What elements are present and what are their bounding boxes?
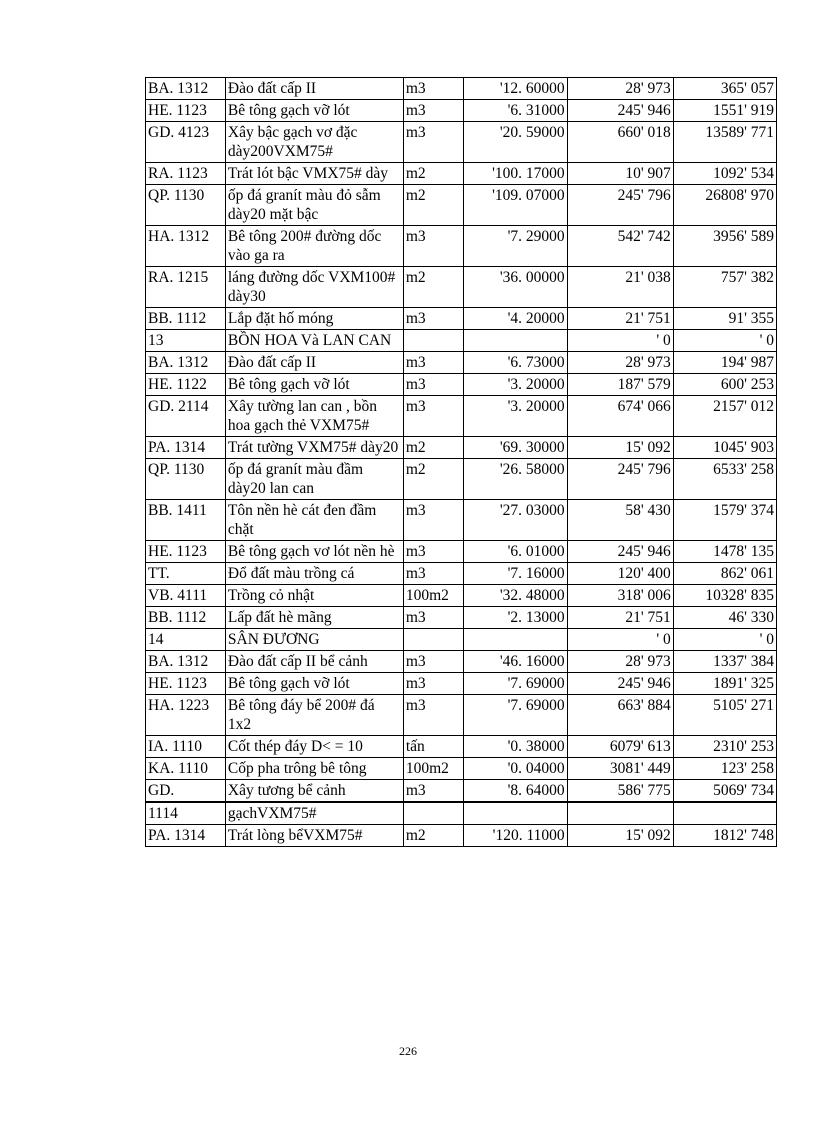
quantity-cell: '6. 01000 <box>463 541 567 563</box>
unit-cell: m3 <box>403 541 463 563</box>
description-cell: Đào đất cấp II <box>225 352 403 374</box>
unit-price-cell: 245' 796 <box>567 185 673 226</box>
amount-cell: 3956' 589 <box>673 226 776 267</box>
amount-cell: 26808' 970 <box>673 185 776 226</box>
amount-cell: 194' 987 <box>673 352 776 374</box>
quantity-cell: '3. 20000 <box>463 374 567 396</box>
unit-cell: m2 <box>403 267 463 308</box>
unit-price-cell: 674' 066 <box>567 396 673 437</box>
table-row <box>146 163 777 185</box>
amount-cell: 1337' 384 <box>673 651 776 673</box>
quantity-cell: '7. 29000 <box>463 226 567 267</box>
amount-cell: 1092' 534 <box>673 163 776 185</box>
quantity-cell: '2. 13000 <box>463 607 567 629</box>
unit-price-cell: 542' 742 <box>567 226 673 267</box>
amount-cell: 1478' 135 <box>673 541 776 563</box>
unit-price-cell: 21' 751 <box>567 308 673 330</box>
amount-cell: 46' 330 <box>673 607 776 629</box>
unit-cell <box>403 629 463 651</box>
unit-price-cell: ' 0 <box>567 330 673 352</box>
amount-cell: 6533' 258 <box>673 459 776 500</box>
table-row <box>146 541 777 563</box>
unit-price-cell: 58' 430 <box>567 500 673 541</box>
amount-cell: 1891' 325 <box>673 673 776 695</box>
estimate-table-body <box>146 78 777 847</box>
unit-price-cell: 15' 092 <box>567 825 673 847</box>
table-row <box>146 802 777 825</box>
quantity-cell: '4. 20000 <box>463 308 567 330</box>
description-cell: Bê tông gạch vỡ lót <box>225 100 403 122</box>
table-row <box>146 352 777 374</box>
item-code-cell: BB. 1411 <box>146 500 226 541</box>
item-code-cell: BA. 1312 <box>146 352 226 374</box>
unit-cell: m3 <box>403 563 463 585</box>
item-code-cell: BA. 1312 <box>146 651 226 673</box>
quantity-cell: '27. 03000 <box>463 500 567 541</box>
unit-cell: m2 <box>403 163 463 185</box>
table-row <box>146 396 777 437</box>
unit-cell: m2 <box>403 185 463 226</box>
item-code-cell: RA. 1123 <box>146 163 226 185</box>
quantity-cell: '32. 48000 <box>463 585 567 607</box>
unit-price-cell: 120' 400 <box>567 563 673 585</box>
table-row <box>146 330 777 352</box>
description-cell: Cốt thép đáy D< = 10 <box>225 736 403 758</box>
unit-price-cell: 3081' 449 <box>567 758 673 780</box>
unit-cell: m3 <box>403 607 463 629</box>
quantity-cell: '36. 00000 <box>463 267 567 308</box>
unit-cell: m3 <box>403 374 463 396</box>
description-cell: Trồng cỏ nhật <box>225 585 403 607</box>
description-cell: Đào đất cấp II <box>225 78 403 100</box>
unit-price-cell: 6079' 613 <box>567 736 673 758</box>
item-code-cell: HA. 1312 <box>146 226 226 267</box>
amount-cell: ' 0 <box>673 330 776 352</box>
unit-cell: tấn <box>403 736 463 758</box>
item-code-cell: 13 <box>146 330 226 352</box>
table-row <box>146 100 777 122</box>
table-row <box>146 673 777 695</box>
unit-cell: m2 <box>403 437 463 459</box>
table-row <box>146 308 777 330</box>
amount-cell: 757' 382 <box>673 267 776 308</box>
description-cell: Xây tương bể cảnh <box>225 780 403 803</box>
amount-cell: 1551' 919 <box>673 100 776 122</box>
quantity-cell: '6. 73000 <box>463 352 567 374</box>
unit-cell: m3 <box>403 352 463 374</box>
unit-price-cell: 15' 092 <box>567 437 673 459</box>
item-code-cell: 14 <box>146 629 226 651</box>
item-code-cell: GD. 4123 <box>146 122 226 163</box>
amount-cell: 91' 355 <box>673 308 776 330</box>
description-cell: Bê tông đáy bể 200# đá 1x2 <box>225 695 403 736</box>
unit-price-cell: 660' 018 <box>567 122 673 163</box>
item-code-cell: GD. <box>146 780 226 803</box>
table-row <box>146 563 777 585</box>
estimate-table <box>145 77 777 847</box>
quantity-cell: '12. 60000 <box>463 78 567 100</box>
unit-cell: 100m2 <box>403 758 463 780</box>
table-row <box>146 185 777 226</box>
quantity-cell: '0. 04000 <box>463 758 567 780</box>
item-code-cell: QP. 1130 <box>146 459 226 500</box>
unit-cell: m3 <box>403 226 463 267</box>
item-code-cell: GD. 2114 <box>146 396 226 437</box>
unit-price-cell: 28' 973 <box>567 352 673 374</box>
table-row <box>146 695 777 736</box>
description-cell: SÂN ĐƯƠNG <box>225 629 403 651</box>
quantity-cell: '8. 64000 <box>463 780 567 803</box>
unit-cell: m3 <box>403 308 463 330</box>
amount-cell: 10328' 835 <box>673 585 776 607</box>
table-row <box>146 374 777 396</box>
item-code-cell: PA. 1314 <box>146 437 226 459</box>
table-row <box>146 651 777 673</box>
quantity-cell: '3. 20000 <box>463 396 567 437</box>
unit-cell: m3 <box>403 122 463 163</box>
description-cell: Xây tường lan can , bồn hoa gạch thẻ VXM75# <box>225 396 403 437</box>
unit-price-cell: 663' 884 <box>567 695 673 736</box>
amount-cell: 862' 061 <box>673 563 776 585</box>
unit-cell: m3 <box>403 100 463 122</box>
description-cell: Bê tông 200# đường dốc vào ga ra <box>225 226 403 267</box>
unit-cell: m3 <box>403 695 463 736</box>
item-code-cell: IA. 1110 <box>146 736 226 758</box>
description-cell: Trát lòng bểVXM75# <box>225 825 403 847</box>
quantity-cell <box>463 330 567 352</box>
item-code-cell: BB. 1112 <box>146 308 226 330</box>
amount-cell: ' 0 <box>673 629 776 651</box>
quantity-cell <box>463 629 567 651</box>
item-code-cell: TT. <box>146 563 226 585</box>
description-cell: Đào đất cấp II bể cảnh <box>225 651 403 673</box>
amount-cell: 1579' 374 <box>673 500 776 541</box>
item-code-cell: BB. 1112 <box>146 607 226 629</box>
quantity-cell: '7. 69000 <box>463 695 567 736</box>
table-row <box>146 758 777 780</box>
unit-price-cell: 245' 796 <box>567 459 673 500</box>
amount-cell: 5069' 734 <box>673 780 776 803</box>
table-row <box>146 500 777 541</box>
table-row <box>146 825 777 847</box>
quantity-cell: '120. 11000 <box>463 825 567 847</box>
quantity-cell: '0. 38000 <box>463 736 567 758</box>
item-code-cell: HE. 1123 <box>146 100 226 122</box>
quantity-cell: '69. 30000 <box>463 437 567 459</box>
item-code-cell: RA. 1215 <box>146 267 226 308</box>
description-cell: Trát tường VXM75# dày20 <box>225 437 403 459</box>
unit-price-cell: ' 0 <box>567 629 673 651</box>
unit-price-cell: 28' 973 <box>567 78 673 100</box>
description-cell: gạchVXM75# <box>225 802 403 825</box>
unit-price-cell: 187' 579 <box>567 374 673 396</box>
table-row <box>146 585 777 607</box>
unit-cell: m3 <box>403 651 463 673</box>
amount-cell: 1045' 903 <box>673 437 776 459</box>
unit-price-cell: 28' 973 <box>567 651 673 673</box>
item-code-cell: HE. 1122 <box>146 374 226 396</box>
description-cell: Bê tông gạch vơ lót nền hè <box>225 541 403 563</box>
quantity-cell: '6. 31000 <box>463 100 567 122</box>
table-row <box>146 780 777 803</box>
unit-cell <box>403 330 463 352</box>
description-cell: Bê tông gạch vỡ lót <box>225 374 403 396</box>
table-row <box>146 459 777 500</box>
amount-cell: 1812' 748 <box>673 825 776 847</box>
table-row <box>146 122 777 163</box>
quantity-cell: '26. 58000 <box>463 459 567 500</box>
amount-cell: 600' 253 <box>673 374 776 396</box>
description-cell: ốp đá granít màu đỏ sẫm dày20 mặt bậc <box>225 185 403 226</box>
unit-price-cell: 10' 907 <box>567 163 673 185</box>
table-row <box>146 437 777 459</box>
quantity-cell: '7. 16000 <box>463 563 567 585</box>
amount-cell: 5105' 271 <box>673 695 776 736</box>
unit-cell: 100m2 <box>403 585 463 607</box>
unit-price-cell: 245' 946 <box>567 100 673 122</box>
item-code-cell: VB. 4111 <box>146 585 226 607</box>
unit-cell: m3 <box>403 780 463 803</box>
description-cell: Lấp đất hè mãng <box>225 607 403 629</box>
table-row <box>146 226 777 267</box>
item-code-cell: BA. 1312 <box>146 78 226 100</box>
amount-cell: 13589' 771 <box>673 122 776 163</box>
description-cell: BỒN HOA Và LAN CAN <box>225 330 403 352</box>
unit-price-cell <box>567 802 673 825</box>
item-code-cell: KA. 1110 <box>146 758 226 780</box>
table-row <box>146 267 777 308</box>
description-cell: láng đường dốc VXM100# dày30 <box>225 267 403 308</box>
unit-price-cell: 21' 038 <box>567 267 673 308</box>
table-row <box>146 736 777 758</box>
quantity-cell <box>463 802 567 825</box>
unit-cell: m2 <box>403 459 463 500</box>
quantity-cell: '109. 07000 <box>463 185 567 226</box>
description-cell: Đổ đất màu trồng cá <box>225 563 403 585</box>
description-cell: Lắp đặt hố móng <box>225 308 403 330</box>
description-cell: Xây bậc gạch vơ đặc dày200VXM75# <box>225 122 403 163</box>
quantity-cell: '20. 59000 <box>463 122 567 163</box>
page-number: 226 <box>399 1044 417 1058</box>
unit-price-cell: 245' 946 <box>567 541 673 563</box>
unit-cell: m2 <box>403 825 463 847</box>
quantity-cell: '46. 16000 <box>463 651 567 673</box>
table-row <box>146 629 777 651</box>
unit-cell: m3 <box>403 78 463 100</box>
table-row <box>146 607 777 629</box>
item-code-cell: HA. 1223 <box>146 695 226 736</box>
description-cell: Trát lót bậc VMX75# dày <box>225 163 403 185</box>
item-code-cell: HE. 1123 <box>146 541 226 563</box>
description-cell: Cốp pha trông bê tông <box>225 758 403 780</box>
amount-cell: 2157' 012 <box>673 396 776 437</box>
quantity-cell: '7. 69000 <box>463 673 567 695</box>
unit-cell: m3 <box>403 673 463 695</box>
quantity-cell: '100. 17000 <box>463 163 567 185</box>
amount-cell: 365' 057 <box>673 78 776 100</box>
description-cell: ốp đá granít màu đầm dày20 lan can <box>225 459 403 500</box>
unit-price-cell: 586' 775 <box>567 780 673 803</box>
unit-cell: m3 <box>403 396 463 437</box>
amount-cell: 2310' 253 <box>673 736 776 758</box>
unit-price-cell: 318' 006 <box>567 585 673 607</box>
item-code-cell: 1114 <box>146 802 226 825</box>
unit-price-cell: 245' 946 <box>567 673 673 695</box>
description-cell: Tôn nền hè cát đen đầm chặt <box>225 500 403 541</box>
unit-cell <box>403 802 463 825</box>
unit-price-cell: 21' 751 <box>567 607 673 629</box>
item-code-cell: PA. 1314 <box>146 825 226 847</box>
amount-cell <box>673 802 776 825</box>
item-code-cell: QP. 1130 <box>146 185 226 226</box>
table-row <box>146 78 777 100</box>
amount-cell: 123' 258 <box>673 758 776 780</box>
item-code-cell: HE. 1123 <box>146 673 226 695</box>
description-cell: Bê tông gạch vỡ lót <box>225 673 403 695</box>
unit-cell: m3 <box>403 500 463 541</box>
